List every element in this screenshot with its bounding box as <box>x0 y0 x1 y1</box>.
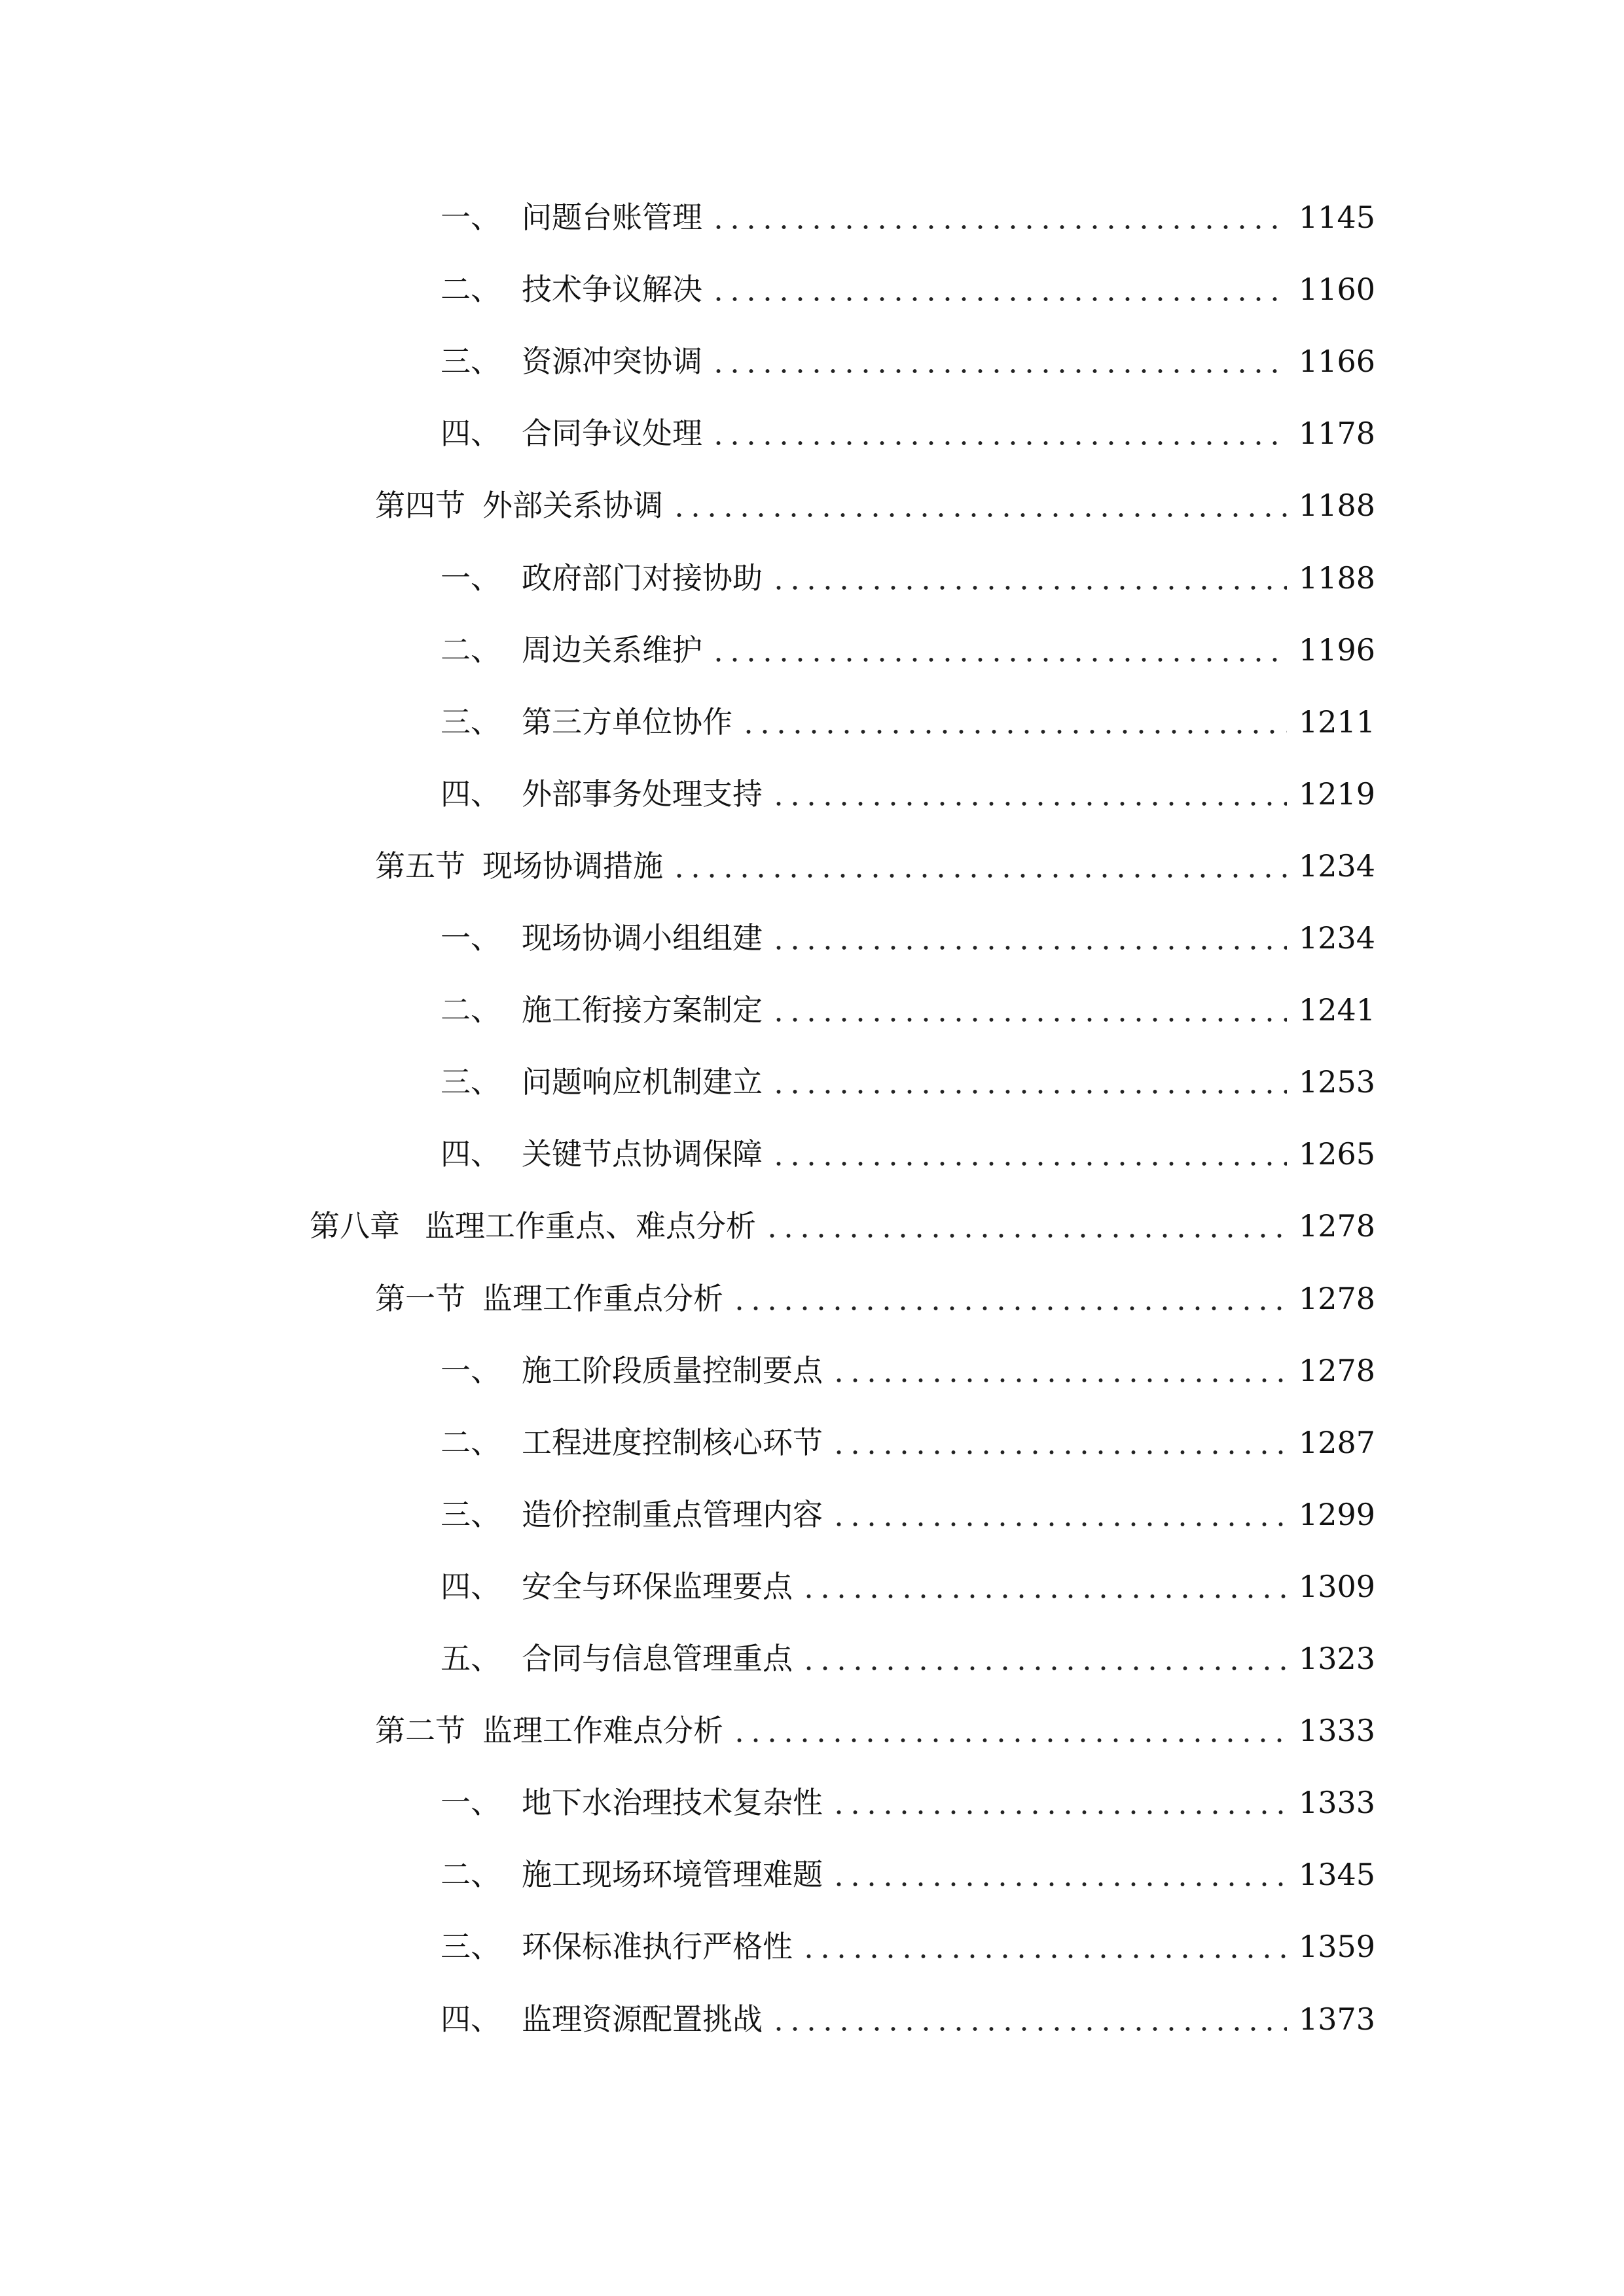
toc-entry-number: 三、 <box>441 1497 501 1532</box>
dot-leader <box>769 1993 1287 2045</box>
toc-entry-title: 工程进度控制核心环节 <box>522 1425 823 1460</box>
toc-entry[interactable] <box>441 191 1376 243</box>
toc-entry-number: 二、 <box>441 632 501 668</box>
toc-entry[interactable] <box>441 1128 1376 1180</box>
toc-entry-title: 监理工作重点分析 <box>482 1281 723 1316</box>
toc-entry[interactable] <box>441 912 1376 964</box>
toc-entry-page: 1345 <box>1299 1857 1376 1892</box>
toc-entry-page: 1323 <box>1299 1641 1376 1676</box>
toc-entry-page: 1278 <box>1299 1353 1376 1388</box>
toc-entry-page: 1211 <box>1299 704 1376 740</box>
dot-leader <box>769 984 1287 1036</box>
toc-entry[interactable] <box>441 1632 1376 1685</box>
toc-entry-number: 第五节 <box>375 848 465 884</box>
toc-entry-number: 第二节 <box>375 1713 465 1748</box>
toc-entry[interactable] <box>441 552 1376 604</box>
toc-entry-page: 1178 <box>1299 416 1376 451</box>
toc-section-entry[interactable] <box>375 1704 1376 1757</box>
dot-leader <box>829 1776 1287 1829</box>
toc-entry-page: 1265 <box>1299 1136 1376 1172</box>
dot-leader <box>799 1920 1287 1973</box>
dot-leader <box>829 1416 1287 1469</box>
dot-leader <box>769 1128 1287 1180</box>
toc-entry-page: 1333 <box>1299 1713 1376 1748</box>
toc-entry-title: 合同与信息管理重点 <box>522 1641 793 1676</box>
dot-leader <box>769 912 1287 964</box>
toc-entry-number: 一、 <box>441 1353 501 1388</box>
toc-entry[interactable] <box>441 624 1376 676</box>
toc-section-entry[interactable] <box>375 479 1376 531</box>
toc-entry-title: 安全与环保监理要点 <box>522 1569 793 1604</box>
toc-entry-title: 外部事务处理支持 <box>522 776 763 812</box>
toc-entry-title: 监理工作重点、难点分析 <box>425 1208 756 1244</box>
toc-entry-title: 施工衔接方案制定 <box>522 992 763 1028</box>
toc-entry-page: 1196 <box>1299 632 1376 668</box>
toc-entry-title: 周边关系维护 <box>522 632 702 668</box>
toc-entry-title: 施工现场环境管理难题 <box>522 1857 823 1892</box>
dot-leader <box>709 407 1287 459</box>
toc-entry-number: 三、 <box>441 344 501 379</box>
toc-entry[interactable] <box>441 1560 1376 1613</box>
dot-leader <box>769 1056 1287 1108</box>
toc-entry-number: 三、 <box>441 1929 501 1964</box>
toc-entry-page: 1278 <box>1299 1281 1376 1316</box>
dot-leader <box>739 696 1287 748</box>
dot-leader <box>709 335 1287 387</box>
toc-entry-title: 监理工作难点分析 <box>482 1713 723 1748</box>
toc-entry-page: 1188 <box>1299 560 1376 596</box>
toc-entry-number: 四、 <box>441 416 501 451</box>
toc-entry-number: 四、 <box>441 2001 501 2037</box>
toc-entry-page: 1333 <box>1299 1785 1376 1820</box>
toc-entry-page: 1241 <box>1299 992 1376 1028</box>
toc-entry-page: 1278 <box>1299 1208 1376 1244</box>
toc-entry[interactable] <box>441 407 1376 459</box>
toc-entry-number: 四、 <box>441 1136 501 1172</box>
toc-entry[interactable] <box>441 1488 1376 1541</box>
dot-leader <box>763 1200 1287 1252</box>
toc-entry[interactable] <box>441 263 1376 315</box>
toc-entry-title: 资源冲突协调 <box>522 344 702 379</box>
toc-section-entry[interactable] <box>375 840 1376 892</box>
toc-entry[interactable] <box>441 1848 1376 1901</box>
toc-entry-number: 第八章 <box>310 1208 400 1244</box>
toc-entry-number: 一、 <box>441 560 501 596</box>
dot-leader <box>829 1848 1287 1901</box>
dot-leader <box>799 1560 1287 1613</box>
dot-leader <box>709 624 1287 676</box>
toc-entry-title: 地下水治理技术复杂性 <box>522 1785 823 1820</box>
toc-entry-number: 二、 <box>441 272 501 307</box>
dot-leader <box>670 479 1287 531</box>
dot-leader <box>829 1344 1287 1397</box>
toc-entry[interactable] <box>441 1344 1376 1397</box>
toc-entry-page: 1160 <box>1299 272 1376 307</box>
toc-entry-number: 三、 <box>441 704 501 740</box>
toc-entry-number: 四、 <box>441 776 501 812</box>
toc-entry-number: 三、 <box>441 1064 501 1100</box>
toc-entry-number: 一、 <box>441 1785 501 1820</box>
dot-leader <box>709 263 1287 315</box>
toc-entry-number: 四、 <box>441 1569 501 1604</box>
toc-entry-title: 合同争议处理 <box>522 416 702 451</box>
dot-leader <box>769 768 1287 820</box>
toc-entry-page: 1373 <box>1299 2001 1376 2037</box>
toc-entry-number: 二、 <box>441 1857 501 1892</box>
dot-leader <box>730 1704 1287 1757</box>
toc-entry-page: 1299 <box>1299 1497 1376 1532</box>
toc-chapter-entry[interactable] <box>310 1200 1376 1252</box>
toc-entry-title: 造价控制重点管理内容 <box>522 1497 823 1532</box>
toc-entry-title: 关键节点协调保障 <box>522 1136 763 1172</box>
toc-entry-title: 监理资源配置挑战 <box>522 2001 763 2037</box>
dot-leader <box>709 191 1287 243</box>
toc-entry-page: 1234 <box>1299 920 1376 956</box>
toc-entry-number: 二、 <box>441 992 501 1028</box>
toc-entry-title: 技术争议解决 <box>522 272 702 307</box>
toc-entry-title: 环保标准执行严格性 <box>522 1929 793 1964</box>
toc-entry-title: 问题响应机制建立 <box>522 1064 763 1100</box>
toc-entry-title: 政府部门对接协助 <box>522 560 763 596</box>
toc-entry[interactable] <box>441 1416 1376 1469</box>
toc-entry-title: 现场协调小组组建 <box>522 920 763 956</box>
toc-entry-title: 外部关系协调 <box>482 488 663 523</box>
dot-leader <box>769 552 1287 604</box>
toc-entry-number: 第四节 <box>375 488 465 523</box>
dot-leader <box>730 1272 1287 1325</box>
toc-entry-page: 1309 <box>1299 1569 1376 1604</box>
toc-section-entry[interactable] <box>375 1272 1376 1325</box>
dot-leader <box>799 1632 1287 1685</box>
toc-entry-number: 一、 <box>441 920 501 956</box>
toc-entry[interactable] <box>441 1993 1376 2045</box>
toc-entry-title: 现场协调措施 <box>482 848 663 884</box>
toc-entry[interactable] <box>441 1056 1376 1108</box>
dot-leader <box>670 840 1287 892</box>
toc-entry-title: 问题台账管理 <box>522 200 702 235</box>
toc-entry-number: 二、 <box>441 1425 501 1460</box>
toc-entry-page: 1219 <box>1299 776 1376 812</box>
toc-entry-page: 1253 <box>1299 1064 1376 1100</box>
toc-entry[interactable] <box>441 1776 1376 1829</box>
toc-entry[interactable] <box>441 768 1376 820</box>
toc-entry[interactable] <box>441 1920 1376 1973</box>
toc-entry-number: 第一节 <box>375 1281 465 1316</box>
toc-entry-page: 1234 <box>1299 848 1376 884</box>
toc-entry[interactable] <box>441 984 1376 1036</box>
toc-entry-number: 一、 <box>441 200 501 235</box>
toc-entry[interactable] <box>441 696 1376 748</box>
toc-entry-number: 五、 <box>441 1641 501 1676</box>
toc-entry[interactable] <box>441 335 1376 387</box>
toc-entry-page: 1188 <box>1299 488 1376 523</box>
toc-entry-title: 施工阶段质量控制要点 <box>522 1353 823 1388</box>
toc-entry-page: 1166 <box>1299 344 1376 379</box>
toc-entry-page: 1359 <box>1299 1929 1376 1964</box>
toc-entry-title: 第三方单位协作 <box>522 704 732 740</box>
toc-entry-page: 1145 <box>1299 200 1376 235</box>
dot-leader <box>829 1488 1287 1541</box>
toc-entry-page: 1287 <box>1299 1425 1376 1460</box>
